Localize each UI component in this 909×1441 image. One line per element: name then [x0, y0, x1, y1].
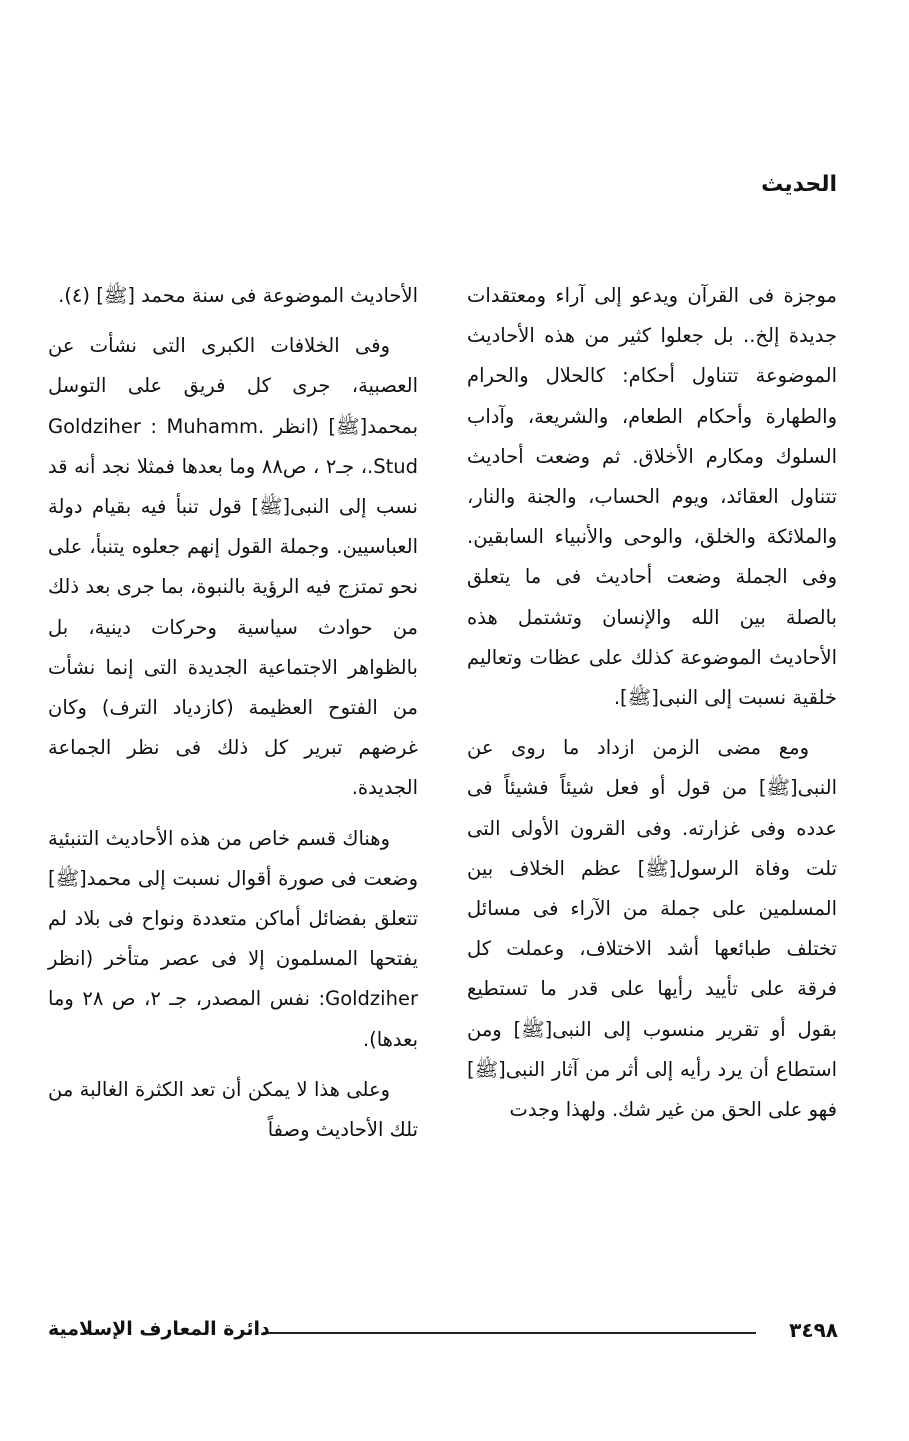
page-number: ٣٤٩٨ [789, 1318, 838, 1342]
left-paragraph-3: وهناك قسم خاص من هذه الأحاديث التنبئية وضعت فى صورة أقوال نسبت إلى محمد[ﷺ] تتعلق بفضائل أماكن متعددة ونواح فى بلاد لم يفتحها المسلمون إلا فى عصر متأخر (انظر Goldziher: نفس المصدر، جـ ٢، ص ٢٨ وما بعدها). [48, 826, 418, 1051]
right-column [467, 276, 837, 1140]
left-paragraph-2: وفى الخلافات الكبرى التى نشأت عن العصبية، جرى كل فريق على التوسل بمحمد[ﷺ] (انظر Goldziher : Muhamm. Stud.، جـ٢ ، ص٨٨ وما بعدها فمثلا نجد أنه قد نسب إلى النبى[ﷺ] قول تنبأ فيه بقيام دولة العباسيين. وجملة القول إنهم جعلوه يتنبأ، على نحو تمتزج فيه الرؤية بالنبوة، بما جرى بعد ذلك من حوادث سياسية وحركات دينية، بل بالظواهر الاجتماعية الجديدة التى إنما نشأت من الفتوح العظيمة (كازدياد الترف) وكان غرضهم تبرير كل ذلك فى نظر الجماعة الجديدة. [48, 334, 418, 800]
right-paragraph-1: موجزة فى القرآن ويدعو إلى آراء ومعتقدات جديدة إلخ.. بل جعلوا كثير من هذه الأحاديث الموضوعة تتناول أحكام: كالحلال والحرام والطهارة وأحكام الطعام، والشريعة، وآداب السلوك ومكارم الأخلاق. ثم وضعت أحاديث تتناول العقائد، ويوم الحساب، والجنة والنار، والملائكة والخلق، والوحى والأنبياء السابقين. وفى الجملة وضعت أحاديث فى ما يتعلق بالصلة بين الله والإنسان وتشتمل هذه الأحاديث الموضوعة كذلك على عظات وتعاليم خلقية نسبت إلى النبى[ﷺ]. [467, 284, 837, 710]
page-footer [48, 1318, 838, 1348]
right-paragraph-2: ومع مضى الزمن ازداد ما روى عن النبى[ﷺ] من قول أو فعل شيئاً فشيئاً فى عدده وفى غزارته. وفى القرون الأولى التى تلت وفاة الرسول[ﷺ] عظم الخلاف بين المسلمين على جملة من الآراء فى مسائل تختلف طبائعها أشد الاختلاف، وعملت كل فرقة على تأييد رأيها على قدر ما تستطيع بقول أو تقرير منسوب إلى النبى[ﷺ] ومن استطاع أن يرد رأيه إلى أثر من آثار النبى[ﷺ] فهو على الحق من غير شك. ولهذا وجدت [467, 736, 837, 1122]
left-column [48, 276, 418, 1160]
left-paragraph-1: الأحاديث الموضوعة فى سنة محمد [ﷺ] (٤). [58, 284, 418, 307]
page-header-title: الحديث [761, 172, 837, 197]
footer-divider [263, 1332, 756, 1334]
encyclopedia-name: دائرة المعارف الإسلامية [48, 1318, 270, 1340]
left-paragraph-4: وعلى هذا لا يمكن أن تعد الكثرة الغالبة من تلك الأحاديث وصفاً [48, 1077, 418, 1142]
